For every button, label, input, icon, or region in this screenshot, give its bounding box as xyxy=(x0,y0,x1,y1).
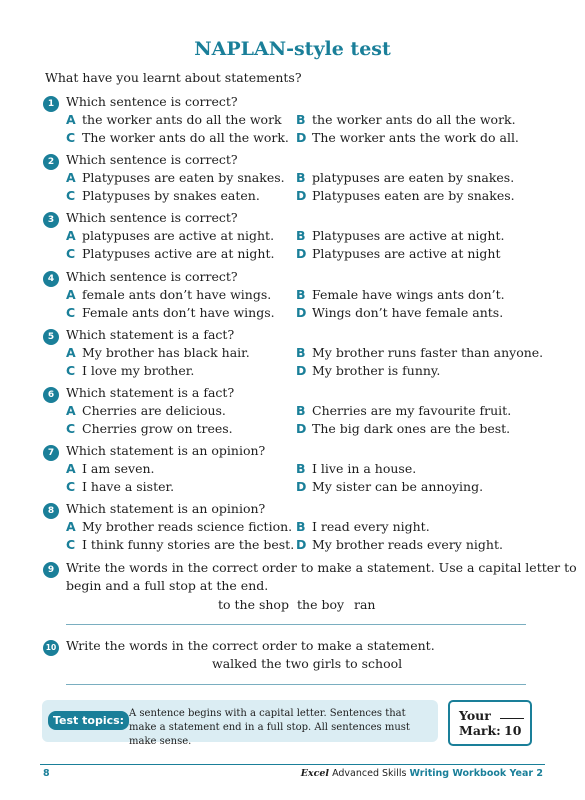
option-text: platypuses are active at night. xyxy=(82,228,275,243)
answer-option-b[interactable] xyxy=(296,228,504,243)
answer-option-c[interactable] xyxy=(66,479,174,494)
option-letter: B xyxy=(296,287,306,302)
option-text: I read every night. xyxy=(312,519,430,534)
answer-option-a[interactable] xyxy=(66,112,282,127)
answer-option-d[interactable] xyxy=(296,188,515,203)
answer-option-a[interactable] xyxy=(66,170,285,185)
option-letter: A xyxy=(66,112,76,127)
option-text: platypuses are eaten by snakes. xyxy=(312,170,515,185)
question-text: Write the words in the correct order to make a statement. xyxy=(66,638,435,653)
word-chunk: the boy xyxy=(297,597,345,612)
word-chunk: to the shop xyxy=(218,597,289,612)
answer-option-b[interactable] xyxy=(296,403,511,418)
mark-mark-label: Mark: xyxy=(459,723,501,738)
test-topics-box xyxy=(42,700,438,747)
intro-question: What have you learnt about statements? xyxy=(45,70,302,85)
answer-option-c[interactable] xyxy=(66,130,289,145)
question-text: Which sentence is correct? xyxy=(66,94,238,109)
option-text: Platypuses by snakes eaten. xyxy=(82,188,260,203)
question-number-badge: 10 xyxy=(43,640,59,656)
option-letter: D xyxy=(296,479,307,494)
option-text: My brother is funny. xyxy=(312,363,441,378)
option-text: the worker ants do all the work. xyxy=(312,112,516,127)
option-text: the worker ants do all the work xyxy=(82,112,282,127)
answer-option-d[interactable] xyxy=(296,363,440,378)
question-text: Which sentence is correct? xyxy=(66,210,238,225)
option-text: My brother reads science fiction. xyxy=(82,519,293,534)
option-letter: D xyxy=(296,421,307,436)
question-number-badge: 5 xyxy=(43,329,59,345)
option-text: The worker ants the work do all. xyxy=(312,130,519,145)
option-letter: D xyxy=(296,246,307,261)
footer-series: Advanced Skills xyxy=(332,768,407,779)
option-letter: A xyxy=(66,228,76,243)
option-letter: C xyxy=(66,363,76,378)
word-chunk: walked the two girls to school xyxy=(212,656,403,671)
option-text: I love my brother. xyxy=(82,363,195,378)
answer-option-c[interactable] xyxy=(66,188,260,203)
option-text: My brother has black hair. xyxy=(82,345,250,360)
footer-rule xyxy=(40,764,545,765)
answer-option-d[interactable] xyxy=(296,246,500,261)
mark-total: 10 xyxy=(504,723,522,738)
answer-option-a[interactable] xyxy=(66,403,226,418)
answer-option-a[interactable] xyxy=(66,461,155,476)
answer-option-d[interactable] xyxy=(296,479,483,494)
answer-line[interactable] xyxy=(66,624,526,625)
option-text: My brother runs faster than anyone. xyxy=(312,345,544,360)
option-letter: B xyxy=(296,461,306,476)
question-text: Which statement is a fact? xyxy=(66,327,235,342)
answer-option-b[interactable] xyxy=(296,461,416,476)
answer-option-b[interactable] xyxy=(296,112,516,127)
option-text: The worker ants do all the work. xyxy=(82,130,289,145)
question-text: Which sentence is correct? xyxy=(66,269,238,284)
option-letter: A xyxy=(66,461,76,476)
option-text: I am seven. xyxy=(82,461,155,476)
option-text: Cherries are my favourite fruit. xyxy=(312,403,512,418)
test-topics-text: A sentence begins with a capital letter. Sentences that make a statement end in a full stop. All sentences must make sense. xyxy=(129,708,410,747)
question-text-line1: Write the words in the correct order to make a statement. Use a capital letter to xyxy=(66,560,577,575)
answer-option-b[interactable] xyxy=(296,345,543,360)
answer-option-b[interactable] xyxy=(296,519,430,534)
option-letter: B xyxy=(296,345,306,360)
answer-option-c[interactable] xyxy=(66,537,294,552)
answer-option-a[interactable] xyxy=(66,345,250,360)
option-letter: A xyxy=(66,519,76,534)
mark-your-label: Your xyxy=(459,708,491,723)
option-text: Female have wings ants don’t. xyxy=(312,287,505,302)
option-letter: A xyxy=(66,403,76,418)
option-text: My sister can be annoying. xyxy=(312,479,484,494)
question-number-badge: 6 xyxy=(43,387,59,403)
answer-option-d[interactable] xyxy=(296,305,503,320)
question-text: Which statement is a fact? xyxy=(66,385,235,400)
option-text: Platypuses eaten are by snakes. xyxy=(312,188,515,203)
question-number-badge: 8 xyxy=(43,503,59,519)
footer-title xyxy=(301,768,543,779)
option-text: Platypuses are active at night. xyxy=(312,228,505,243)
question-number-badge: 3 xyxy=(43,212,59,228)
option-letter: C xyxy=(66,479,76,494)
option-letter: B xyxy=(296,228,306,243)
footer-book: Writing Workbook Year 2 xyxy=(409,768,543,779)
mark-box xyxy=(448,700,532,746)
option-text: I have a sister. xyxy=(82,479,175,494)
option-letter: D xyxy=(296,188,307,203)
answer-option-c[interactable] xyxy=(66,246,274,261)
option-text: Cherries grow on trees. xyxy=(82,421,233,436)
answer-option-b[interactable] xyxy=(296,170,514,185)
answer-option-d[interactable] xyxy=(296,537,503,552)
option-letter: C xyxy=(66,188,76,203)
test-topics-label: Test topics: xyxy=(48,711,129,730)
answer-option-a[interactable] xyxy=(66,287,271,302)
option-letter: C xyxy=(66,421,76,436)
question-text: Which statement is an opinion? xyxy=(66,501,266,516)
option-letter: D xyxy=(296,305,307,320)
option-letter: C xyxy=(66,130,76,145)
option-letter: B xyxy=(296,403,306,418)
option-letter: A xyxy=(66,345,76,360)
question-text-line2: begin and a full stop at the end. xyxy=(66,578,269,593)
option-letter: C xyxy=(66,246,76,261)
option-text: Platypuses are active at night xyxy=(312,246,501,261)
footer-brand: Excel xyxy=(300,768,330,779)
mark-blank[interactable] xyxy=(500,718,524,719)
option-letter: A xyxy=(66,170,76,185)
option-letter: B xyxy=(296,170,306,185)
option-text: Platypuses active are at night. xyxy=(82,246,275,261)
answer-option-a[interactable] xyxy=(66,519,292,534)
answer-option-c[interactable] xyxy=(66,421,233,436)
option-text: Platypuses are eaten by snakes. xyxy=(82,170,285,185)
question-text: Which sentence is correct? xyxy=(66,152,238,167)
word-chunk: ran xyxy=(354,597,376,612)
option-letter: B xyxy=(296,112,306,127)
answer-option-b[interactable] xyxy=(296,287,505,302)
option-letter: D xyxy=(296,537,307,552)
option-text: The big dark ones are the best. xyxy=(312,421,511,436)
option-letter: C xyxy=(66,305,76,320)
option-letter: A xyxy=(66,287,76,302)
question-number-badge: 1 xyxy=(43,96,59,112)
option-text: My brother reads every night. xyxy=(312,537,503,552)
option-text: female ants don’t have wings. xyxy=(82,287,272,302)
option-letter: C xyxy=(66,537,76,552)
question-number-badge: 4 xyxy=(43,271,59,287)
option-letter: D xyxy=(296,130,307,145)
option-letter: D xyxy=(296,363,307,378)
answer-option-c[interactable] xyxy=(66,305,275,320)
answer-option-c[interactable] xyxy=(66,363,194,378)
option-text: Cherries are delicious. xyxy=(82,403,226,418)
option-text: I live in a house. xyxy=(312,461,417,476)
answer-option-a[interactable] xyxy=(66,228,274,243)
question-text: Which statement is an opinion? xyxy=(66,443,266,458)
option-letter: B xyxy=(296,519,306,534)
page-number: 8 xyxy=(43,768,50,779)
question-number-badge: 2 xyxy=(43,154,59,170)
page-title: NAPLAN-style test xyxy=(194,38,391,60)
option-text: Female ants don’t have wings. xyxy=(82,305,275,320)
answer-option-d[interactable] xyxy=(296,421,510,436)
option-text: I think funny stories are the best. xyxy=(82,537,295,552)
answer-line[interactable] xyxy=(66,684,526,685)
answer-option-d[interactable] xyxy=(296,130,519,145)
question-number-badge: 9 xyxy=(43,562,59,578)
option-text: Wings don’t have female ants. xyxy=(312,305,504,320)
question-number-badge: 7 xyxy=(43,445,59,461)
